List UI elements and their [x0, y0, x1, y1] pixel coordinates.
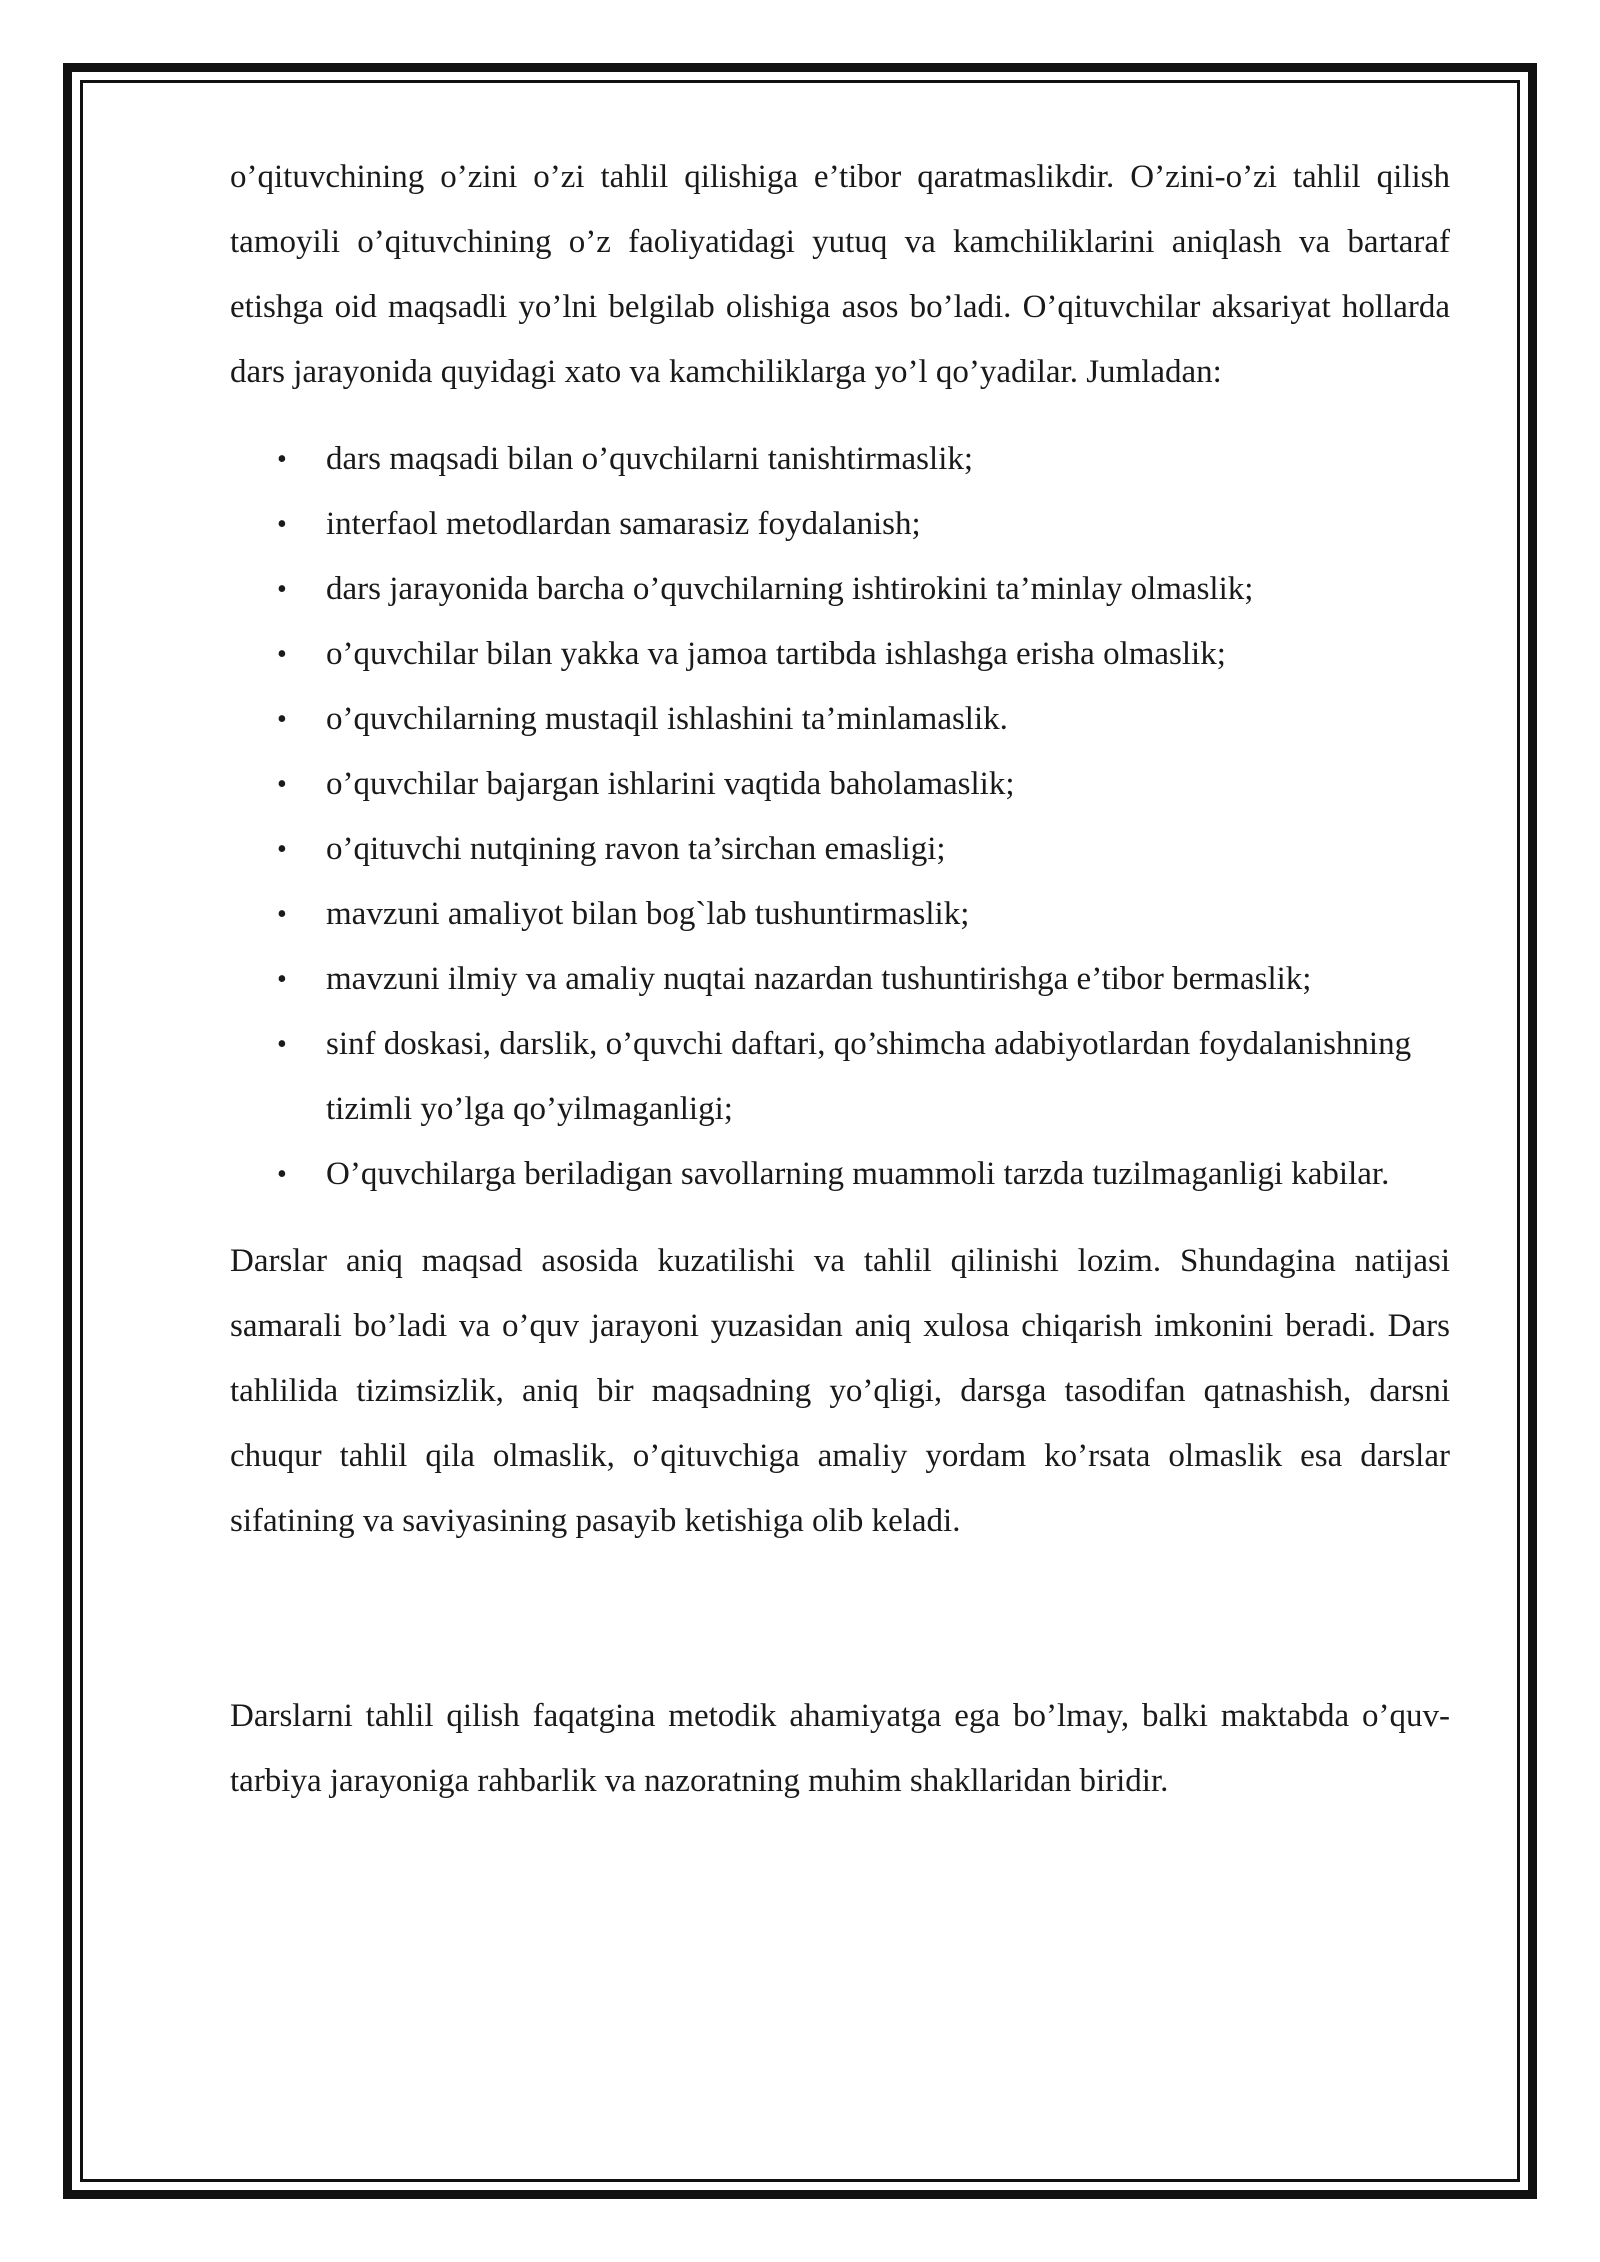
bullet-icon: • — [277, 509, 287, 540]
list-item — [277, 622, 1450, 687]
list-item-text: o’quvchilar bajargan ishlarini vaqtida baholamaslik; — [326, 766, 1015, 802]
bullet-icon: • — [277, 639, 287, 670]
list-item-text: mavzuni amaliyot bilan bog`lab tushuntirmaslik; — [326, 896, 970, 932]
paragraph-intro: o’qituvchining o’zini o’zi tahlil qilishiga e’tibor qaratmaslikdir. O’zini-o’zi tahlil qilish tamoyili o’qituvchining o’z faoliyatidagi yutuq va kamchiliklarini aniqlash va bartaraf etishga oid maqsadli yo’lni belgilab olishiga asos bo’ladi. O’qituvchilar aksariyat hollarda dars jarayonida quyidagi xato va kamchiliklarga yo’l qo’yadilar. Jumladan: — [230, 159, 1450, 390]
list-item — [277, 557, 1450, 622]
bullet-icon: • — [277, 769, 287, 800]
list-item-text: sinf doskasi, darslik, o’quvchi daftari, qo’shimcha adabiyotlardan foydalanishning tizimli yo’lga qo’yilmaganligi; — [326, 1026, 1412, 1127]
page-content — [230, 145, 1450, 1814]
list-item-text: mavzuni ilmiy va amaliy nuqtai nazardan tushuntirishga e’tibor bermaslik; — [326, 961, 1312, 997]
list-item — [277, 1012, 1450, 1142]
paragraph-spacer — [230, 1554, 1450, 1619]
bullet-icon: • — [277, 574, 287, 605]
list-item-text: o’quvchilar bilan yakka va jamoa tartibda ishlashga erisha olmaslik; — [326, 636, 1226, 672]
list-item — [277, 752, 1450, 817]
shortcomings-list — [230, 427, 1450, 1207]
paragraph-analysis: Darslar aniq maqsad asosida kuzatilishi va tahlil qilinishi lozim. Shundagina natijasi samarali bo’ladi va o’quv jarayoni yuzasidan aniq xulosa chiqarish imkonini beradi. Dars tahlilida tizimsizlik, aniq bir maqsadning yo’qligi, darsga tasodifan qatnashish, darsni chuqur tahlil qila olmaslik, o’qituvchiga amaliy yordam ko’rsata olmaslik esa darslar sifatining va saviyasining pasayib ketishiga olib keladi. — [230, 1243, 1450, 1539]
list-item-text: O’quvchilarga beriladigan savollarning muammoli tarzda tuzilmaganligi kabilar. — [326, 1156, 1390, 1192]
list-item — [277, 427, 1450, 492]
list-item-text: o’qituvchi nutqining ravon ta’sirchan emasligi; — [326, 831, 946, 867]
bullet-icon: • — [277, 834, 287, 865]
list-item — [277, 1142, 1450, 1207]
bullet-icon: • — [277, 1159, 287, 1190]
list-item — [277, 817, 1450, 882]
bullet-icon: • — [277, 964, 287, 995]
bullet-icon: • — [277, 1029, 287, 1060]
list-item — [277, 882, 1450, 947]
list-item — [277, 687, 1450, 752]
list-item-text: o’quvchilarning mustaqil ishlashini ta’minlamaslik. — [326, 701, 1008, 737]
list-item-text: dars maqsadi bilan o’quvchilarni tanishtirmaslik; — [326, 441, 974, 477]
bullet-icon: • — [277, 899, 287, 930]
paragraph-spacer — [230, 1619, 1450, 1684]
paragraph-conclusion: Darslarni tahlil qilish faqatgina metodik ahamiyatga ega bo’lmay, balki maktabda o’quv-tarbiya jarayoniga rahbarlik va nazoratning muhim shakllaridan biridir. — [230, 1698, 1450, 1799]
bullet-icon: • — [277, 444, 287, 475]
list-item-text: interfaol metodlardan samarasiz foydalanish; — [326, 506, 921, 542]
list-item — [277, 947, 1450, 1012]
list-item-text: dars jarayonida barcha o’quvchilarning ishtirokini ta’minlay olmaslik; — [326, 571, 1254, 607]
bullet-icon: • — [277, 704, 287, 735]
list-item — [277, 492, 1450, 557]
